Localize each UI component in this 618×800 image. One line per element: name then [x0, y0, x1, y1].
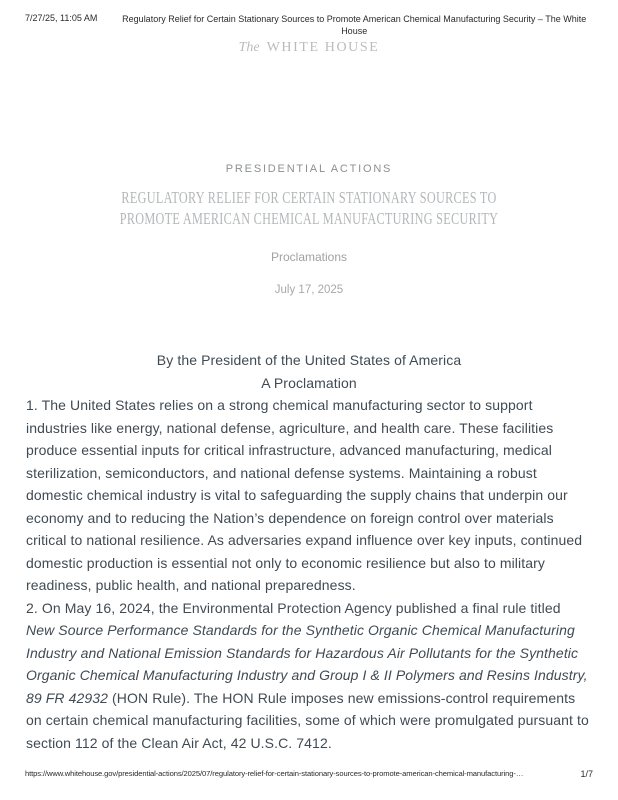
print-header — [25, 13, 593, 37]
print-footer-url: https://www.whitehouse.gov/presidential-actions/2025/07/regulatory-relief-for-certain-stationary-sources-to-promote-american-chemical-manufacturing-… — [25, 769, 524, 778]
white-house-logo — [0, 38, 618, 56]
article-body-paragraphs — [26, 394, 592, 754]
print-page-indicator: 1/7 — [580, 769, 593, 779]
body-text-italic: New Source Performance Standards for the Synthetic Organic Chemical Manufacturing Industry and National Emission Standards for Hazardous Air Pollutants for the Synthetic Organic Chemical Manufacturing Industry and Group I & II Polymers and Resins Industry, 89 FR 42932 — [26, 622, 588, 706]
article-date: July 17, 2025 — [274, 284, 344, 296]
logo-wordmark: WHITE HOUSE — [266, 40, 380, 55]
print-datetime: 7/27/25, 11:05 AM — [25, 13, 98, 23]
body-text: 1. The United States relies on a strong chemical manufacturing sector to support industries like energy, national defense, agriculture, and health care. These facilities produce essential inputs for critical infrastructure, advanced manufacturing, medical sterilization, semiconductors, and national defense systems. Maintaining a robust domestic chemical industry is vital to safeguarding the supply chains that underpin our economy and to reducing the Nation’s dependence on foreign control over materials critical to national resilience. As adversaries expand influence over key inputs, continued domestic production is essential not only to economic resilience but also to military readiness, public health, and national preparedness. — [26, 397, 583, 593]
article-body — [26, 349, 592, 754]
article-title: REGULATORY RELIEF FOR CERTAIN STATIONARY SOURCES TO PROMOTE AMERICAN CHEMICAL MANUFACTURING SECURITY — [119, 188, 499, 228]
print-doc-title: Regulatory Relief for Certain Stationary Sources to Promote American Chemical Manufacturing Security – The White House — [122, 14, 587, 36]
article-subtitle: A Proclamation — [261, 374, 357, 391]
body-text: 2. On May 16, 2024, the Environmental Protection Agency published a final rule titled — [26, 599, 561, 616]
body-text: (HON Rule). The HON Rule imposes new emissions-control requirements on certain chemical manufacturing facilities, some of which were promulgated pursuant to section 112 of the Clean Air Act, 42 U.S.C. 7412. — [26, 689, 589, 751]
body-paragraph — [26, 394, 592, 597]
print-footer — [25, 769, 593, 779]
body-paragraph — [26, 597, 592, 755]
article-category: Proclamations — [270, 250, 348, 264]
article-byline: By the President of the United States of America — [156, 352, 462, 368]
logo-the: The — [238, 40, 260, 55]
section-eyebrow-presidential-actions: PRESIDENTIAL ACTIONS — [225, 163, 393, 175]
